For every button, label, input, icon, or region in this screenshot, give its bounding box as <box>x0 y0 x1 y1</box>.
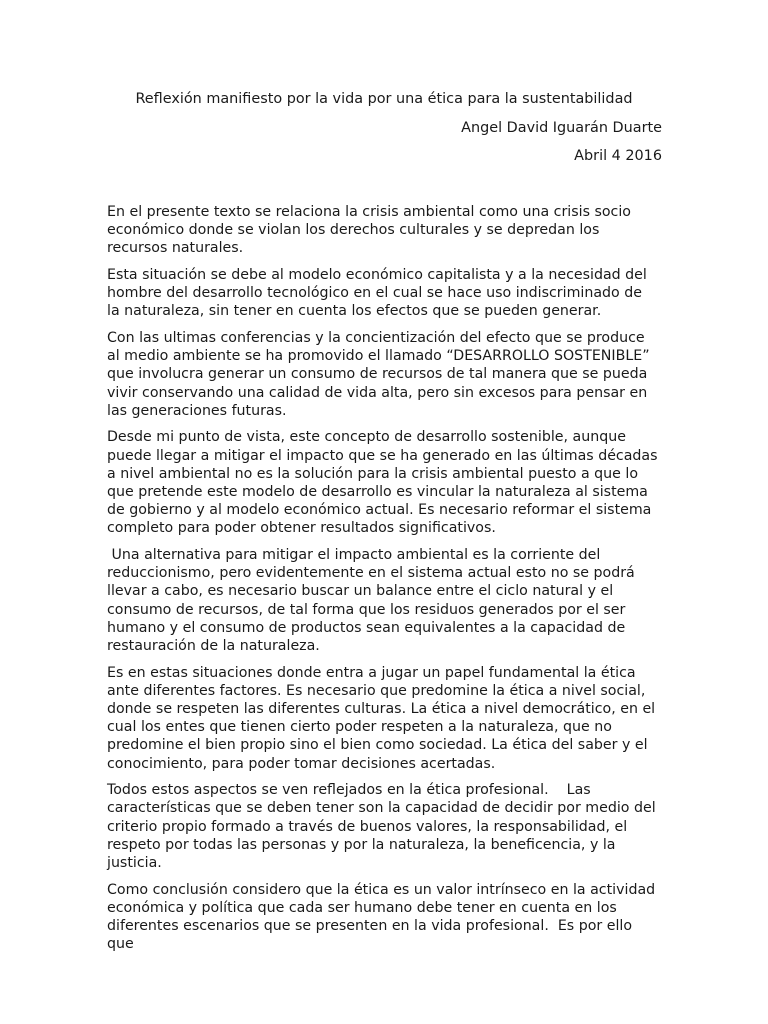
document-title: Reflexión manifiesto por la vida por una ética para la sustentabilidad <box>135 91 633 107</box>
paragraph-5: Una alternativa para mitigar el impacto ambiental es la corriente del reduccionismo, pero evidentemente en el sistema actual esto no se podrá llevar a cabo, es necesario buscar un balance entre el ciclo natural y el consumo de recursos, de tal forma que los residuos generados por el ser humano y el consumo de productos sean equivalentes a la capacidad de restauración de la naturaleza. <box>107 547 640 655</box>
paragraph-3: Con las ultimas conferencias y la concientización del efecto que se produce al medio ambiente se ha promovido el llamado “DESARROLLO SOSTENIBLE” que involucra generar un consumo de recursos de tal manera que se pueda vivir conservando una calidad de vida alta, pero sin excesos para pensar en las generaciones futuras. <box>107 330 650 419</box>
document-author: Angel David Iguarán Duarte <box>461 120 662 136</box>
paragraph-2: Esta situación se debe al modelo económico capitalista y a la necesidad del hombre del desarrollo tecnológico en el cual se hace uso indiscriminado de la naturaleza, sin tener en cuenta los efectos que se pueden generar. <box>107 267 647 320</box>
document-body <box>107 203 659 962</box>
paragraph-7: Todos estos aspectos se ven reflejados en la ética profesional. Las características que se deben tener son la capacidad de decidir por medio del criterio propio formado a través de buenos valores, la responsabilidad, el respeto por todas las personas y por la naturaleza, la beneficencia, y la justicia. <box>107 782 661 872</box>
paragraph-1: En el presente texto se relaciona la crisis ambiental como una crisis socio económico donde se violan los derechos culturales y se depredan los recursos naturales. <box>107 204 631 257</box>
paragraph-6: Es en estas situaciones donde entra a jugar un papel fundamental la ética ante diferentes factores. Es necesario que predomine la ética a nivel social, donde se respeten las diferentes culturas. La ética a nivel democrático, en el cual los entes que tienen cierto poder respeten a la naturaleza, que no predomine el bien propio sino el bien como sociedad. La ética del saber y el conocimiento, para poder tomar decisiones acertadas. <box>107 664 656 772</box>
document-date: Abril 4 2016 <box>574 148 662 164</box>
paragraph-8: Como conclusión considero que la ética es un valor intrínseco en la actividad económica y política que cada ser humano debe tener en cuenta en los diferentes escenarios que se presenten en la vida profesional. Es por ello que <box>107 881 660 953</box>
paragraph-4: Desde mi punto de vista, este concepto de desarrollo sostenible, aunque puede llegar a mitigar el impacto que se ha generado en las últimas décadas a nivel ambiental no es la solución para la crisis ambiental puesto a que lo que pretende este modelo de desarrollo es vincular la naturaleza al sistema de gobierno y al modelo económico actual. Es necesario reformar el sistema completo para poder obtener resultados significativos. <box>107 429 658 537</box>
